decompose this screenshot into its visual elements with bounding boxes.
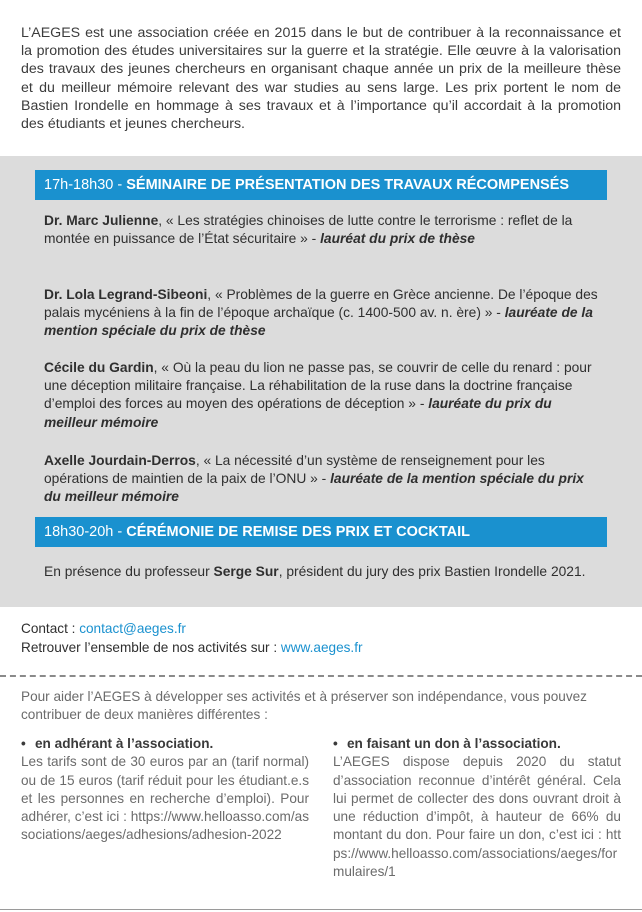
bottom-divider bbox=[0, 909, 642, 910]
website-line bbox=[21, 639, 621, 658]
bullet-icon: • bbox=[21, 736, 26, 751]
membership-text: Les tarifs sont de 30 euros par an (tarif normal) ou de 15 euros (tarif réduit pour les étudiant.e.s et les personnes en recherche d’emploi). Pour adhérer, c’est ici : bbox=[21, 754, 309, 825]
contact-label: Contact : bbox=[21, 621, 80, 636]
laureate-entry bbox=[44, 452, 604, 507]
ceremony-header-bar bbox=[35, 517, 607, 547]
laureate-entry bbox=[44, 286, 604, 341]
membership-url[interactable]: https://www.helloasso.com/associations/aeges/adhesions/adhesion-2022 bbox=[21, 809, 309, 843]
laureate-work: , « Problèmes de la guerre en Grèce ancienne. De l’époque des palais mycéniens à la fin de l’époque archaïque (c. 1400-500 av. n. ère) » - bbox=[44, 287, 598, 321]
membership-heading-text: en adhérant à l’association. bbox=[35, 736, 214, 751]
laureate-prize: lauréate du prix du meilleur mémoire bbox=[44, 396, 552, 430]
laureate-prize: lauréat du prix de thèse bbox=[320, 231, 475, 247]
ceremony-description bbox=[44, 563, 604, 581]
contact-line bbox=[21, 620, 621, 639]
laureate-work: , « La nécessité d’un système de renseignement pour les opérations de maintien de la paix de l’ONU » - bbox=[44, 453, 545, 487]
support-intro: Pour aider l’AEGES à développer ses activités et à préserver son indépendance, vous pouvez contribuer de deux manières différentes : bbox=[21, 689, 587, 722]
donation-text: L’AEGES dispose depuis 2020 du statut d’association reconnue d’intérêt général. Cela lui permet de collecter des dons ouvrant droit à une réduction d’impôt, à hauteur de 66% du montant du don. Pour faire un don, c’est ici : bbox=[333, 754, 621, 843]
ceremony-time: 18h30-20h bbox=[44, 524, 114, 540]
seminar-title: SÉMINAIRE DE PRÉSENTATION DES TRAVAUX RÉCOMPENSÉS bbox=[126, 177, 570, 193]
laureate-name: Axelle Jourdain-Derros bbox=[44, 453, 196, 468]
intro-paragraph: L’AEGES est une association créée en 2015 dans le but de contribuer à la reconnaissance et la promotion des études universitaires sur la guerre et la stratégie. Elle œuvre à la valorisation des travaux des jeunes chercheurs en organisant chaque année un prix de la meilleure thèse et du meilleur mémoire relevant des war studies au sens large. Les prix portent le nom de Bastien Irondelle en hommage à ses travaux et à l’importance qu’il accordait à la promotion des étudiants et jeunes chercheurs. bbox=[21, 25, 621, 133]
ceremony-person: Serge Sur bbox=[213, 564, 279, 579]
ceremony-title: CÉRÉMONIE DE REMISE DES PRIX ET COCKTAIL bbox=[126, 524, 470, 540]
laureate-work: , « Où la peau du lion ne passe pas, se couvrir de celle du renard : pour une déception militaire française. La réhabilitation de la ruse dans la doctrine française d’emploi des forces au moyen des opérations de déception » - bbox=[44, 360, 592, 412]
seminar-header-bar bbox=[35, 170, 607, 200]
laureate-name: Dr. Marc Julienne bbox=[44, 213, 159, 228]
seminar-separator: - bbox=[113, 177, 127, 193]
membership-column bbox=[21, 735, 309, 845]
donation-heading-text: en faisant un don à l’association. bbox=[347, 736, 561, 751]
laureate-name: Cécile du Gardin bbox=[44, 360, 154, 375]
membership-heading bbox=[21, 735, 309, 753]
donation-column bbox=[333, 735, 621, 881]
bullet-icon: • bbox=[333, 736, 338, 751]
laureate-name: Dr. Lola Legrand-Sibeoni bbox=[44, 287, 208, 302]
laureate-prize: lauréate de la mention spéciale du prix du meilleur mémoire bbox=[44, 471, 584, 505]
program-section bbox=[0, 156, 642, 607]
contact-block bbox=[21, 620, 621, 657]
dashed-divider bbox=[0, 675, 642, 677]
website-link[interactable]: www.aeges.fr bbox=[280, 639, 363, 655]
ceremony-separator: - bbox=[113, 524, 127, 540]
ceremony-text-after: , président du jury des prix Bastien Irondelle 2021. bbox=[278, 564, 586, 579]
website-label: Retrouver l’ensemble de nos activités sur : bbox=[21, 639, 281, 655]
laureate-work: , « Les stratégies chinoises de lutte contre le terrorisme : reflet de la montée en puissance de l’État sécuritaire » - bbox=[44, 213, 573, 247]
laureate-prize: lauréate de la mention spéciale du prix de thèse bbox=[44, 305, 593, 339]
seminar-time: 17h-18h30 bbox=[44, 177, 114, 193]
laureate-entry bbox=[44, 212, 604, 248]
laureate-entry bbox=[44, 359, 604, 432]
donation-url[interactable]: https://www.helloasso.com/associations/aeges/formulaires/1 bbox=[333, 827, 621, 880]
donation-heading bbox=[333, 735, 621, 753]
contact-email-link[interactable]: contact@aeges.fr bbox=[79, 621, 186, 636]
ceremony-text-before: En présence du professeur bbox=[44, 564, 214, 579]
